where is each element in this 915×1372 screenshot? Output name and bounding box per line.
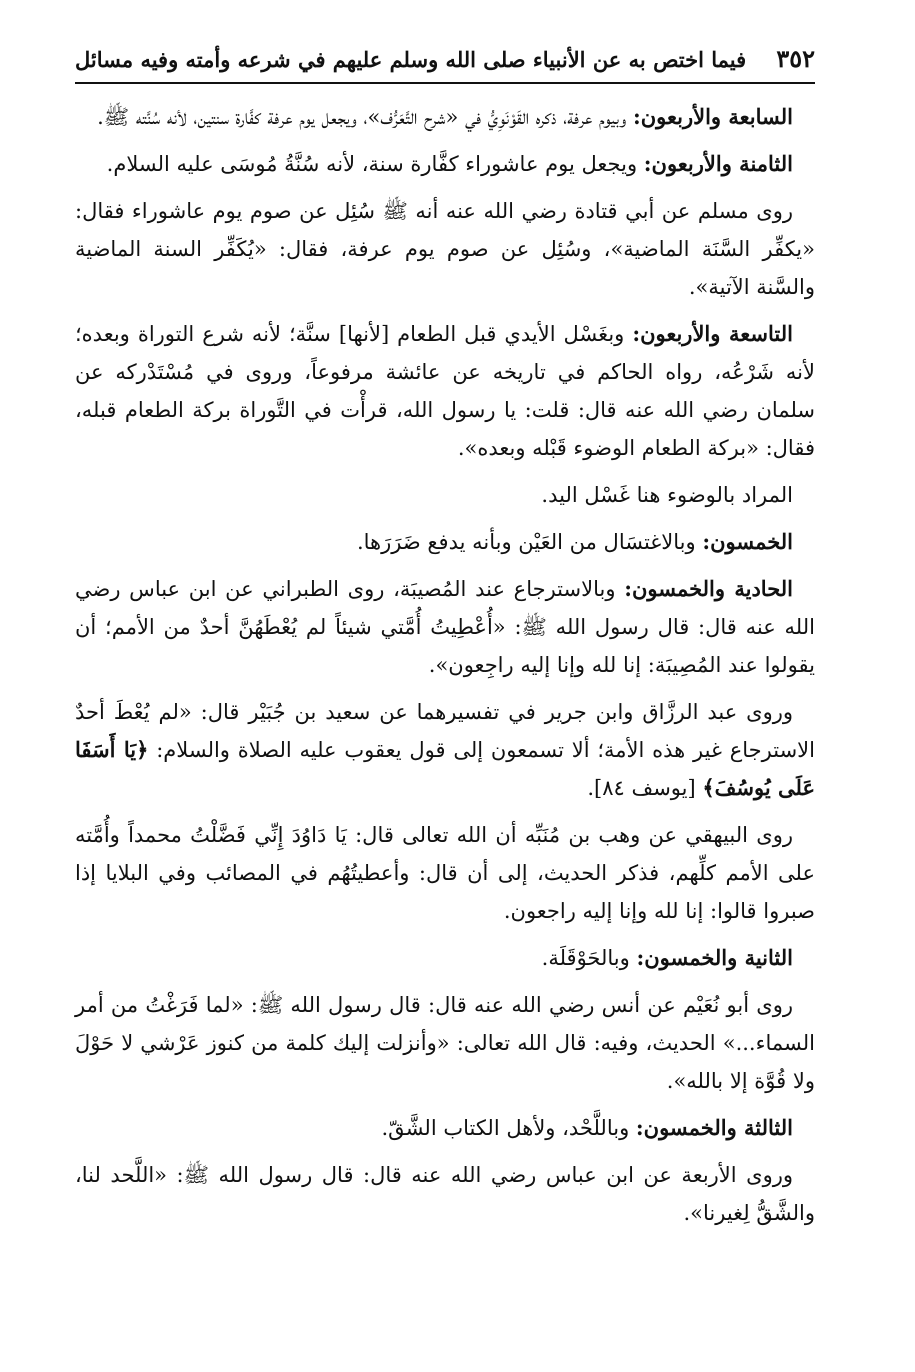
paragraph-text: وبالحَوْقَلَة. (541, 946, 637, 970)
verse-reference: [يوسف ٨٤]. (587, 776, 703, 800)
section-heading: التاسعة والأربعون: (632, 321, 793, 346)
paragraph-51 (75, 570, 815, 684)
page-body (75, 84, 815, 1232)
paragraph-text: روى البيهقي عن وهب بن مُنَبِّه أن الله تعالى قال: يَا دَاوُدَ إِنِّي فَضَّلْتُ محمداً وأُمَّته على الأمم كلِّهم، فذكر الحديث، إلى أن قال: وأعطيتُهُم في المصائب وفي البلايا إذا صبروا قالوا: إنا لله وإنا إليه راجعون. (75, 823, 815, 923)
paragraph-text: وبالاسترجاع عند المُصيبَة، روى الطبراني عن ابن عباس رضي الله عنه قال: قال رسول الله ﷺ: «أُعْطِيتُ أُمَّتي شيئاً لم يُعْطَهُنَّ أحدٌ من الأمم؛ أن يقولوا عند المُصِيبَة: إنا لله وإنا إليه راجِعون». (75, 577, 815, 677)
section-heading: الخمسون: (702, 529, 793, 554)
section-heading: الثامنة والأربعون: (643, 151, 793, 176)
paragraph-text: روى أبو نُعَيْم عن أنس رضي الله عنه قال: قال رسول الله ﷺ: «لما فَرَغْتُ من أمر السماء...» الحديث، وفيه: قال الله تعالى: «وأنزلت إليك كلمة من كنوز عَرْشي لا حَوْلَ ولا قُوَّة إلا بالله». (75, 993, 815, 1093)
paragraph-50 (75, 523, 815, 561)
page-header (75, 0, 815, 84)
paragraph-text: المراد بالوضوء هنا غَسْل اليد. (541, 483, 793, 507)
paragraph-text: وبيوم عرفة، ذكره القَوْنَوِيُّ في «شرح التَّعَرُّف»، ويجعل يوم عرفة كفَّارة سنتين، لأنه سُنَّته ﷺ. (97, 105, 633, 129)
paragraph-text: وباللَّحْد، ولأهل الكتاب الشَّقّ. (381, 1116, 636, 1140)
section-heading: الثالثة والخمسون: (635, 1115, 793, 1140)
paragraph-abu-nuaym-narration (75, 986, 815, 1100)
paragraph-48 (75, 145, 815, 183)
paragraph-53 (75, 1109, 815, 1147)
paragraph-abdurrazzaq-narration (75, 693, 815, 807)
paragraph-bayhaqi-narration (75, 816, 815, 930)
section-heading: الحادية والخمسون: (624, 576, 793, 601)
running-title: فيما اختص به عن الأنبياء صلى الله وسلم عليهم في شرعه وأمته وفيه مسائل (75, 47, 747, 72)
paragraph-52 (75, 939, 815, 977)
paragraph-47 (75, 98, 815, 136)
paragraph-text: ويجعل يوم عاشوراء كفَّارة سنة، لأنه سُنَّةُ مُوسَى عليه السلام. (106, 152, 644, 176)
paragraph-text: وروى الأربعة عن ابن عباس رضي الله عنه قال: قال رسول الله ﷺ: «اللَّحد لنا، والشَّقُّ لِغيرنا». (75, 1163, 815, 1225)
paragraph-text: وبالاغتسَال من العَيْن وبأنه يدفع ضَرَرَها. (356, 530, 703, 554)
page-number: ٣٥٢ (776, 44, 815, 73)
section-heading: الثانية والخمسون: (636, 945, 793, 970)
quran-verse: ﴿يَا أَسَفَا عَلَى يُوسُفَ﴾ (75, 737, 815, 800)
paragraph-text: روى مسلم عن أبي قتادة رضي الله عنه أنه ﷺ سُئِل عن صوم يوم عاشوراء فقال: «يكفِّر السَّنَة الماضية»، وسُئِل عن صوم يوم عرفة، فقال: «يُكَفِّر السنة الماضية والسَّنة الآتية». (75, 199, 815, 299)
paragraph-49 (75, 315, 815, 467)
section-heading: السابعة والأربعون: (632, 104, 793, 129)
paragraph-four-narration (75, 1156, 815, 1232)
paragraph-text: وبغَسْل الأيدي قبل الطعام [لأنها] سنَّة؛ لأنه شرع التوراة وبعده؛ لأنه شَرْعُه، رواه الحاكم في تاريخه عن عائشة مرفوعاً، وروى في مُسْتَدْركه عن سلمان رضي الله عنه قال: قلت: يا رسول الله، قرأْت في التَّوراة بركة الطعام قبله، فقال: «بركة الطعام الوضوء قَبْله وبعده». (75, 322, 815, 460)
paragraph-wudu-note (75, 476, 815, 514)
paragraph-text: وروى عبد الرزَّاق وابن جرير في تفسيرهما عن سعيد بن جُبَيْر قال: «لم يُعْطَ أحدٌ الاسترجاع غير هذه الأمة؛ ألا تسمعون إلى قول يعقوب عليه الصلاة والسلام: (75, 700, 815, 762)
paragraph-muslim-narration (75, 192, 815, 306)
